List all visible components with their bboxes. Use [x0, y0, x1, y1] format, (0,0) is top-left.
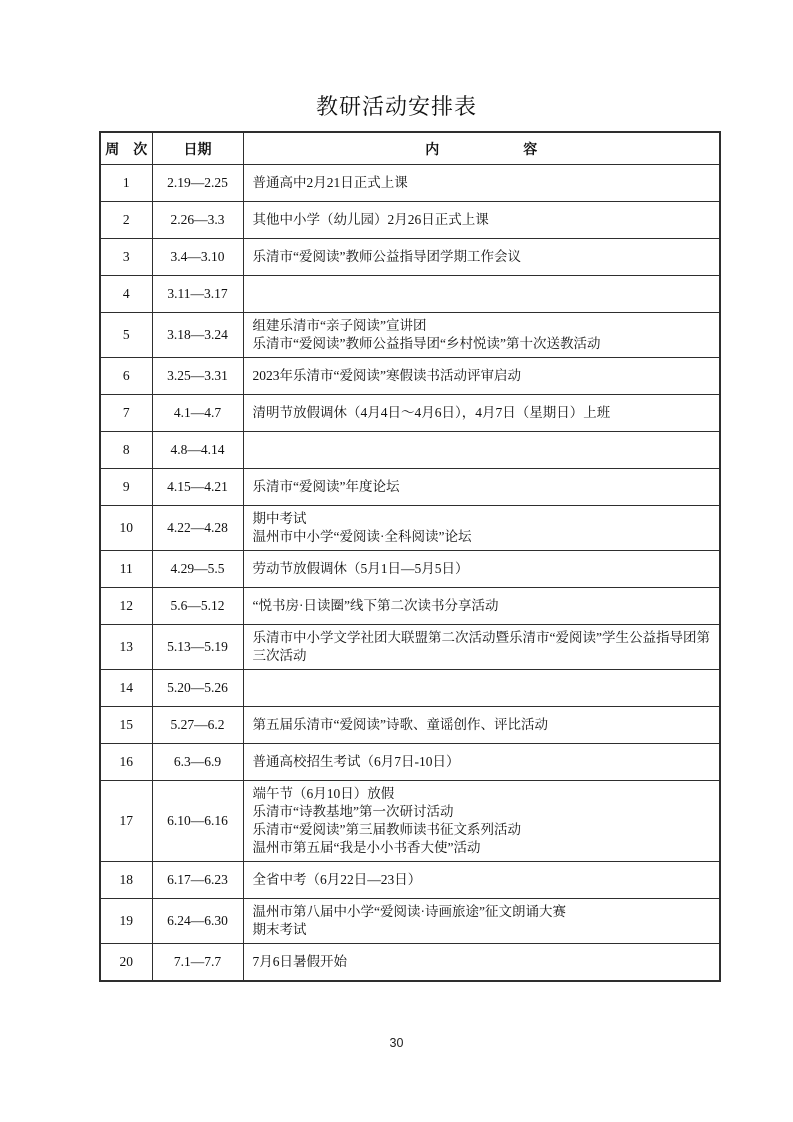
- content-line: 乐清市“爱阅读”教师公益指导团学期工作会议: [252, 249, 521, 264]
- column-header-content: 内 容: [243, 132, 720, 165]
- content-cell: [243, 781, 720, 862]
- date-cell: 4.15—4.21: [152, 469, 243, 506]
- date-cell: 2.19—2.25: [152, 165, 243, 202]
- content-cell: [243, 165, 720, 202]
- table-header-row: [100, 132, 720, 165]
- date-cell: 4.22—4.28: [152, 506, 243, 551]
- content-line: 7月6日暑假开始: [252, 954, 347, 969]
- table-row: [100, 944, 720, 982]
- schedule-table: [99, 131, 721, 982]
- content-cell: [243, 313, 720, 358]
- content-cell: [243, 276, 720, 313]
- week-cell: 3: [100, 239, 152, 276]
- table-row: [100, 551, 720, 588]
- content-cell: [243, 744, 720, 781]
- week-cell: 15: [100, 707, 152, 744]
- content-line: 其他中小学（幼儿园）2月26日正式上课: [252, 212, 489, 227]
- content-line: 乐清市“诗教基地”第一次研讨活动: [252, 804, 454, 819]
- date-cell: 3.11—3.17: [152, 276, 243, 313]
- content-line: 温州市第八届中小学“爱阅读·诗画旅途”征文朗诵大赛: [252, 904, 566, 919]
- content-line: 第五届乐清市“爱阅读”诗歌、童谣创作、评比活动: [252, 717, 548, 732]
- date-cell: 4.29—5.5: [152, 551, 243, 588]
- week-cell: 16: [100, 744, 152, 781]
- column-header-date: 日期: [152, 132, 243, 165]
- date-cell: 6.3—6.9: [152, 744, 243, 781]
- content-line: 期末考试: [252, 922, 307, 937]
- date-cell: 5.13—5.19: [152, 625, 243, 670]
- date-cell: 6.24—6.30: [152, 899, 243, 944]
- content-cell: [243, 944, 720, 982]
- week-cell: 2: [100, 202, 152, 239]
- table-row: [100, 899, 720, 944]
- page-number: 30: [389, 1036, 404, 1050]
- table-row: [100, 670, 720, 707]
- date-cell: 7.1—7.7: [152, 944, 243, 982]
- week-cell: 18: [100, 862, 152, 899]
- content-cell: [243, 551, 720, 588]
- table-row: [100, 781, 720, 862]
- content-cell: [243, 506, 720, 551]
- content-line: 清明节放假调休（4月4日～4月6日），4月7日（星期日）上班: [252, 405, 611, 420]
- week-cell: 14: [100, 670, 152, 707]
- table-row: [100, 588, 720, 625]
- content-line: 温州市中小学“爱阅读·全科阅读”论坛: [252, 529, 472, 544]
- table-row: [100, 744, 720, 781]
- date-cell: 5.27—6.2: [152, 707, 243, 744]
- week-cell: 6: [100, 358, 152, 395]
- content-cell: [243, 588, 720, 625]
- content-line: 乐清市“爱阅读”年度论坛: [252, 479, 400, 494]
- table-row: [100, 358, 720, 395]
- content-cell: [243, 670, 720, 707]
- content-cell: [243, 202, 720, 239]
- table-row: [100, 432, 720, 469]
- week-cell: 10: [100, 506, 152, 551]
- content-cell: [243, 239, 720, 276]
- date-cell: 5.20—5.26: [152, 670, 243, 707]
- table-row: [100, 707, 720, 744]
- date-cell: 3.25—3.31: [152, 358, 243, 395]
- week-cell: 12: [100, 588, 152, 625]
- week-cell: 19: [100, 899, 152, 944]
- content-cell: [243, 469, 720, 506]
- date-cell: 3.18—3.24: [152, 313, 243, 358]
- column-header-week: 周 次: [100, 132, 152, 165]
- content-line: 2023年乐清市“爱阅读”寒假读书活动评审启动: [252, 368, 521, 383]
- content-cell: [243, 358, 720, 395]
- content-cell: [243, 432, 720, 469]
- table-row: [100, 469, 720, 506]
- table-row: [100, 625, 720, 670]
- date-cell: 2.26—3.3: [152, 202, 243, 239]
- table-row: [100, 165, 720, 202]
- week-cell: 5: [100, 313, 152, 358]
- week-cell: 17: [100, 781, 152, 862]
- content-line: 期中考试: [252, 511, 307, 526]
- content-line: 端午节（6月10日）放假: [252, 786, 395, 801]
- content-line: 温州市第五届“我是小小书香大使”活动: [252, 840, 481, 855]
- content-cell: [243, 395, 720, 432]
- table-row: [100, 506, 720, 551]
- schedule-table-body: [100, 165, 720, 982]
- table-row: [100, 862, 720, 899]
- date-cell: 6.10—6.16: [152, 781, 243, 862]
- content-line: 全省中考（6月22日—23日）: [252, 872, 422, 887]
- date-cell: 4.8—4.14: [152, 432, 243, 469]
- table-row: [100, 276, 720, 313]
- content-line: 乐清市“爱阅读”教师公益指导团“乡村悦读”第十次送教活动: [252, 336, 601, 351]
- date-cell: 3.4—3.10: [152, 239, 243, 276]
- week-cell: 11: [100, 551, 152, 588]
- table-row: [100, 313, 720, 358]
- content-line: 普通高中2月21日正式上课: [252, 175, 408, 190]
- content-cell: [243, 625, 720, 670]
- week-cell: 1: [100, 165, 152, 202]
- week-cell: 7: [100, 395, 152, 432]
- week-cell: 8: [100, 432, 152, 469]
- content-line: 劳动节放假调休（5月1日—5月5日）: [252, 561, 469, 576]
- content-cell: [243, 862, 720, 899]
- table-row: [100, 395, 720, 432]
- content-cell: [243, 707, 720, 744]
- content-line: “悦书房·日读圈”线下第二次读书分享活动: [252, 598, 499, 613]
- week-cell: 4: [100, 276, 152, 313]
- content-line: 乐清市“爱阅读”第三届教师读书征文系列活动: [252, 822, 521, 837]
- page-title: 教研活动安排表: [315, 94, 477, 119]
- table-row: [100, 239, 720, 276]
- table-row: [100, 202, 720, 239]
- date-cell: 4.1—4.7: [152, 395, 243, 432]
- date-cell: 5.6—5.12: [152, 588, 243, 625]
- week-cell: 20: [100, 944, 152, 982]
- week-cell: 9: [100, 469, 152, 506]
- content-line: 普通高校招生考试（6月7日-10日）: [252, 754, 460, 769]
- content-cell: [243, 899, 720, 944]
- content-line: 组建乐清市“亲子阅读”宣讲团: [252, 318, 427, 333]
- date-cell: 6.17—6.23: [152, 862, 243, 899]
- content-line: 乐清市中小学文学社团大联盟第二次活动暨乐清市“爱阅读”学生公益指导团第三次活动: [252, 630, 710, 663]
- week-cell: 13: [100, 625, 152, 670]
